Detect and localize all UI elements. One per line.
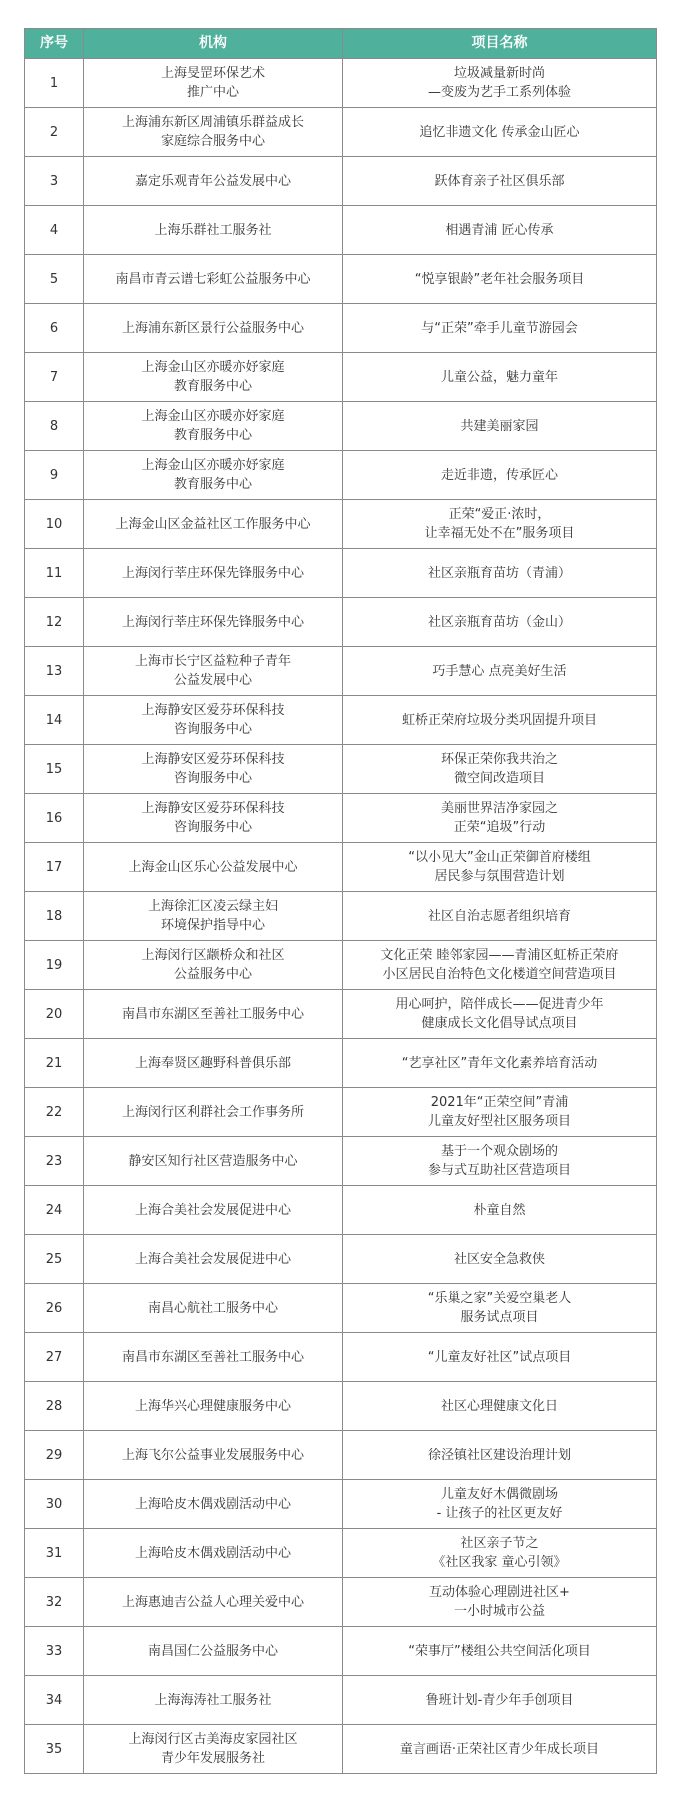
organization-cell (84, 1480, 343, 1529)
project-name-cell-text: 正荣“爱正·浓时， 让幸福无处不在”服务项目 (424, 507, 575, 541)
row-number-cell-text: 27 (45, 1349, 63, 1365)
organization-cell (84, 843, 343, 892)
row-number-cell-text: 33 (45, 1643, 63, 1659)
project-name-cell (343, 696, 657, 745)
project-name-cell (343, 1578, 657, 1627)
organization-cell (84, 1431, 343, 1480)
organization-cell (84, 1676, 343, 1725)
table-row (25, 1382, 657, 1431)
project-name-cell-text: 美丽世界洁净家园之 正荣“追圾”行动 (440, 801, 558, 835)
project-name-cell (343, 745, 657, 794)
row-number-cell (25, 1382, 84, 1431)
project-name-cell-text: 基于一个观众剧场的 参与式互助社区营造项目 (427, 1144, 571, 1178)
organization-cell (84, 696, 343, 745)
row-number-cell-text: 4 (49, 222, 59, 238)
table-row (25, 1578, 657, 1627)
organization-cell-text: 上海闵行区古美海皮家园社区 青少年发展服务社 (128, 1732, 298, 1766)
organization-cell-text: 上海静安区爱芬环保科技 咨询服务中心 (141, 752, 285, 786)
row-number-cell (25, 59, 84, 108)
organization-cell (84, 59, 343, 108)
row-number-cell (25, 1284, 84, 1333)
row-number-cell-text: 17 (45, 859, 63, 875)
table-row (25, 1431, 657, 1480)
row-number-cell (25, 157, 84, 206)
project-name-cell-text: 文化正荣 睦邻家园——青浦区虹桥正荣府 小区居民自治特色文化楼道空间营造项目 (380, 948, 619, 982)
organization-cell-text: 上海闵行莘庄环保先锋服务中心 (121, 565, 304, 581)
table-row (25, 1480, 657, 1529)
project-name-cell-text: 相遇青浦 匠心传承 (445, 222, 554, 238)
project-name-cell-text: 儿童公益，魅力童年 (440, 369, 558, 385)
project-name-cell (343, 1431, 657, 1480)
organization-cell (84, 1235, 343, 1284)
organization-cell-text: 上海金山区亦暖亦妤家庭 教育服务中心 (141, 360, 285, 394)
project-name-cell (343, 1480, 657, 1529)
row-number-cell (25, 696, 84, 745)
table-row (25, 206, 657, 255)
project-name-cell (343, 108, 657, 157)
organization-cell-text: 上海华兴心理健康服务中心 (134, 1398, 291, 1414)
row-number-cell (25, 1088, 84, 1137)
column-header-organization: 机构 (84, 29, 343, 59)
table-row (25, 108, 657, 157)
organization-cell (84, 108, 343, 157)
table-row (25, 255, 657, 304)
project-name-cell (343, 1137, 657, 1186)
project-name-cell (343, 1627, 657, 1676)
row-number-cell-text: 34 (45, 1692, 63, 1708)
organization-cell (84, 1137, 343, 1186)
organization-cell (84, 1284, 343, 1333)
organization-cell-text: 上海哈皮木偶戏剧活动中心 (134, 1545, 291, 1561)
row-number-cell (25, 1186, 84, 1235)
organization-cell (84, 255, 343, 304)
project-name-cell (343, 1382, 657, 1431)
organization-cell-text: 上海合美社会发展促进中心 (134, 1202, 291, 1218)
organization-cell-text: 南昌市青云谱七彩虹公益服务中心 (115, 271, 311, 287)
project-name-cell-text: 童言画语·正荣社区青少年成长项目 (399, 1741, 600, 1757)
table-row (25, 304, 657, 353)
project-name-cell-text: 跃体育亲子社区俱乐部 (434, 173, 565, 189)
row-number-cell (25, 1725, 84, 1774)
row-number-cell-text: 21 (45, 1055, 63, 1071)
organization-cell (84, 892, 343, 941)
row-number-cell (25, 1039, 84, 1088)
organization-cell-text: 上海金山区亦暖亦妤家庭 教育服务中心 (141, 458, 285, 492)
organization-cell (84, 206, 343, 255)
project-name-cell (343, 598, 657, 647)
row-number-cell (25, 941, 84, 990)
row-number-cell-text: 23 (45, 1153, 63, 1169)
row-number-cell-text: 24 (45, 1202, 63, 1218)
project-name-cell-text: 鲁班计划-青少年手创项目 (425, 1692, 574, 1708)
row-number-cell (25, 402, 84, 451)
table-row (25, 1235, 657, 1284)
table-row (25, 1627, 657, 1676)
project-name-cell-text: 2021年“正荣空间”青浦 儿童友好型社区服务项目 (427, 1095, 571, 1129)
project-name-cell (343, 255, 657, 304)
row-number-cell (25, 1137, 84, 1186)
table-row (25, 598, 657, 647)
organization-cell-text: 上海金山区亦暖亦妤家庭 教育服务中心 (141, 409, 285, 443)
project-name-cell-text: 追忆非遗文化 传承金山匠心 (419, 124, 580, 140)
table-row (25, 1676, 657, 1725)
project-name-cell-text: 社区自治志愿者组织培育 (427, 908, 571, 924)
project-name-cell (343, 304, 657, 353)
row-number-cell-text: 35 (45, 1741, 63, 1757)
row-number-cell (25, 647, 84, 696)
organization-cell-text: 静安区知行社区营造服务中心 (128, 1153, 298, 1169)
row-number-cell-text: 16 (45, 810, 63, 826)
row-number-cell (25, 1480, 84, 1529)
row-number-cell-text: 8 (49, 418, 59, 434)
project-name-cell-text: 互动体验心理剧进社区+ 一小时城市公益 (429, 1585, 570, 1619)
project-name-cell (343, 59, 657, 108)
row-number-cell-text: 14 (45, 712, 63, 728)
table-row (25, 451, 657, 500)
column-header-number: 序号 (25, 29, 84, 59)
row-number-cell (25, 843, 84, 892)
organization-cell-text: 上海静安区爱芬环保科技 咨询服务中心 (141, 703, 285, 737)
row-number-cell-text: 29 (45, 1447, 63, 1463)
organization-cell-text: 上海市长宁区益粒种子青年 公益发展中心 (134, 654, 291, 688)
project-name-cell (343, 451, 657, 500)
project-name-cell-text: “荣事厅”楼组公共空间活化项目 (408, 1643, 591, 1659)
organization-cell (84, 1627, 343, 1676)
organization-cell-text: 上海乐群社工服务社 (154, 222, 272, 238)
row-number-cell-text: 18 (45, 908, 63, 924)
table-row (25, 1725, 657, 1774)
project-name-cell (343, 1186, 657, 1235)
row-number-cell-text: 15 (45, 761, 63, 777)
project-name-cell-text: 儿童友好木偶微剧场 - 让孩子的社区更友好 (436, 1487, 563, 1521)
row-number-cell-text: 13 (45, 663, 63, 679)
project-name-cell (343, 1529, 657, 1578)
organization-cell-text: 南昌市东湖区至善社工服务中心 (121, 1006, 304, 1022)
project-name-cell-text: 与“正荣”牵手儿童节游园会 (421, 320, 578, 336)
organization-cell (84, 451, 343, 500)
organization-cell (84, 549, 343, 598)
column-header-project-name: 项目名称 (343, 29, 657, 59)
table-row (25, 1529, 657, 1578)
row-number-cell (25, 108, 84, 157)
row-number-cell-text: 30 (45, 1496, 63, 1512)
row-number-cell (25, 549, 84, 598)
row-number-cell-text: 20 (45, 1006, 63, 1022)
project-name-cell-text: 社区心理健康文化日 (440, 1398, 558, 1414)
row-number-cell-text: 22 (45, 1104, 63, 1120)
row-number-cell (25, 1333, 84, 1382)
row-number-cell (25, 990, 84, 1039)
organization-cell (84, 1529, 343, 1578)
table-row (25, 1186, 657, 1235)
project-name-cell (343, 941, 657, 990)
project-name-cell-text: “乐巢之家”关爱空巢老人 服务试点项目 (427, 1291, 572, 1325)
organization-cell (84, 1039, 343, 1088)
row-number-cell (25, 598, 84, 647)
project-name-cell (343, 549, 657, 598)
organization-cell-text: 上海徐汇区凌云绿主妇 环境保护指导中心 (147, 899, 278, 933)
project-name-cell-text: 用心呵护，陪伴成长——促进青少年 健康成长文化倡导试点项目 (395, 997, 604, 1031)
table-row (25, 500, 657, 549)
row-number-cell (25, 1578, 84, 1627)
project-name-cell (343, 1676, 657, 1725)
project-name-cell-text: 社区亲瓶育苗坊（青浦） (427, 565, 571, 581)
table-row (25, 647, 657, 696)
organization-cell (84, 304, 343, 353)
organization-cell (84, 500, 343, 549)
organization-cell (84, 402, 343, 451)
organization-cell (84, 647, 343, 696)
organization-cell-text: 上海合美社会发展促进中心 (134, 1251, 291, 1267)
row-number-cell (25, 255, 84, 304)
row-number-cell-text: 12 (45, 614, 63, 630)
row-number-cell-text: 2 (49, 124, 59, 140)
project-name-cell (343, 1235, 657, 1284)
project-name-cell-text: 社区亲瓶育苗坊（金山） (427, 614, 571, 630)
row-number-cell-text: 5 (49, 271, 59, 287)
row-number-cell (25, 451, 84, 500)
table-row (25, 549, 657, 598)
project-name-cell (343, 157, 657, 206)
row-number-cell (25, 1235, 84, 1284)
row-number-cell (25, 1529, 84, 1578)
organization-cell (84, 598, 343, 647)
project-name-cell-text: 朴童自然 (473, 1202, 526, 1218)
row-number-cell-text: 3 (49, 173, 59, 189)
organization-cell-text: 南昌心航社工服务中心 (147, 1300, 278, 1316)
organization-cell-text: 上海静安区爱芬环保科技 咨询服务中心 (141, 801, 285, 835)
table-row (25, 745, 657, 794)
organization-cell (84, 1578, 343, 1627)
organization-cell (84, 1088, 343, 1137)
row-number-cell-text: 32 (45, 1594, 63, 1610)
table-row (25, 59, 657, 108)
row-number-cell-text: 6 (49, 320, 59, 336)
table-row (25, 1333, 657, 1382)
table-row (25, 941, 657, 990)
project-name-cell (343, 402, 657, 451)
organization-cell (84, 1186, 343, 1235)
project-name-cell-text: 社区安全急救侠 (453, 1251, 545, 1267)
organization-cell (84, 794, 343, 843)
row-number-cell (25, 1676, 84, 1725)
project-name-cell (343, 892, 657, 941)
table-row (25, 1284, 657, 1333)
project-name-cell-text: 徐泾镇社区建设治理计划 (427, 1447, 571, 1463)
table-row (25, 157, 657, 206)
row-number-cell (25, 1431, 84, 1480)
row-number-cell (25, 794, 84, 843)
organization-cell-text: 上海金山区金益社区工作服务中心 (115, 516, 311, 532)
project-name-cell-text: “儿童友好社区”试点项目 (427, 1349, 572, 1365)
project-name-cell (343, 647, 657, 696)
project-name-cell (343, 353, 657, 402)
project-name-cell-text: 虹桥正荣府垃圾分类巩固提升项目 (401, 712, 597, 728)
row-number-cell-text: 10 (45, 516, 63, 532)
row-number-cell (25, 206, 84, 255)
row-number-cell-text: 1 (49, 75, 59, 91)
row-number-cell-text: 25 (45, 1251, 63, 1267)
project-name-cell (343, 1284, 657, 1333)
organization-cell (84, 353, 343, 402)
row-number-cell (25, 500, 84, 549)
table-row (25, 794, 657, 843)
organization-cell (84, 941, 343, 990)
row-number-cell-text: 28 (45, 1398, 63, 1414)
organization-cell-text: 上海飞尔公益事业发展服务中心 (121, 1447, 304, 1463)
row-number-cell (25, 892, 84, 941)
organization-cell-text: 上海金山区乐心公益发展中心 (128, 859, 298, 875)
row-number-cell-text: 11 (45, 565, 63, 581)
project-name-cell (343, 500, 657, 549)
table-row (25, 696, 657, 745)
row-number-cell-text: 9 (49, 467, 59, 483)
project-name-cell-text: “以小见大”金山正荣御首府楼组 居民参与氛围营造计划 (408, 850, 591, 884)
project-table-container (24, 28, 656, 1774)
project-name-cell-text: 走近非遗，传承匠心 (440, 467, 558, 483)
organization-cell-text: 上海奉贤区趣野科普俱乐部 (134, 1055, 291, 1071)
project-name-cell-text: 环保正荣你我共治之 微空间改造项目 (440, 752, 558, 786)
organization-cell-text: 上海哈皮木偶戏剧活动中心 (134, 1496, 291, 1512)
organization-cell (84, 157, 343, 206)
organization-cell-text: 上海海涛社工服务社 (154, 1692, 272, 1708)
organization-cell-text: 上海闵行区利群社会工作事务所 (121, 1104, 304, 1120)
organization-cell-text: 上海浦东新区周浦镇乐群益成长 家庭综合服务中心 (121, 115, 304, 149)
table-header-row (25, 29, 657, 59)
organization-cell-text: 上海惠迪吉公益人心理关爱中心 (121, 1594, 304, 1610)
project-name-cell-text: 垃圾减量新时尚 —变废为艺手工系列体验 (427, 66, 571, 100)
project-name-cell (343, 206, 657, 255)
project-name-cell-text: 巧手慧心 点亮美好生活 (432, 663, 567, 679)
organization-cell-text: 南昌市东湖区至善社工服务中心 (121, 1349, 304, 1365)
organization-cell-text: 上海旻罡环保艺术 推广中心 (160, 66, 265, 100)
row-number-cell (25, 304, 84, 353)
table-row (25, 990, 657, 1039)
project-name-cell-text: 社区亲子节之 《社区我家 童心引领》 (432, 1536, 567, 1570)
project-name-cell (343, 794, 657, 843)
row-number-cell (25, 1627, 84, 1676)
organization-cell-text: 上海浦东新区景行公益服务中心 (121, 320, 304, 336)
project-name-cell-text: 共建美丽家园 (460, 418, 539, 434)
project-name-cell-text: “悦享银龄”老年社会服务项目 (414, 271, 585, 287)
organization-cell (84, 990, 343, 1039)
table-row (25, 1039, 657, 1088)
table-row (25, 843, 657, 892)
table-row (25, 402, 657, 451)
row-number-cell (25, 745, 84, 794)
organization-cell (84, 745, 343, 794)
project-table (24, 28, 657, 1774)
row-number-cell-text: 26 (45, 1300, 63, 1316)
project-name-cell-text: “艺享社区”青年文化素养培育活动 (401, 1055, 598, 1071)
organization-cell-text: 上海闵行区颛桥众和社区 公益服务中心 (141, 948, 285, 982)
row-number-cell (25, 353, 84, 402)
table-row (25, 892, 657, 941)
project-name-cell (343, 1039, 657, 1088)
organization-cell (84, 1725, 343, 1774)
table-row (25, 1137, 657, 1186)
project-name-cell (343, 1088, 657, 1137)
project-name-cell (343, 843, 657, 892)
row-number-cell-text: 31 (45, 1545, 63, 1561)
project-name-cell (343, 990, 657, 1039)
organization-cell-text: 嘉定乐观青年公益发展中心 (134, 173, 291, 189)
organization-cell (84, 1333, 343, 1382)
table-body (25, 59, 657, 1774)
row-number-cell-text: 19 (45, 957, 63, 973)
project-name-cell (343, 1333, 657, 1382)
organization-cell-text: 上海闵行莘庄环保先锋服务中心 (121, 614, 304, 630)
table-row (25, 1088, 657, 1137)
table-row (25, 353, 657, 402)
organization-cell-text: 南昌国仁公益服务中心 (147, 1643, 278, 1659)
row-number-cell-text: 7 (49, 369, 59, 385)
organization-cell (84, 1382, 343, 1431)
project-name-cell (343, 1725, 657, 1774)
